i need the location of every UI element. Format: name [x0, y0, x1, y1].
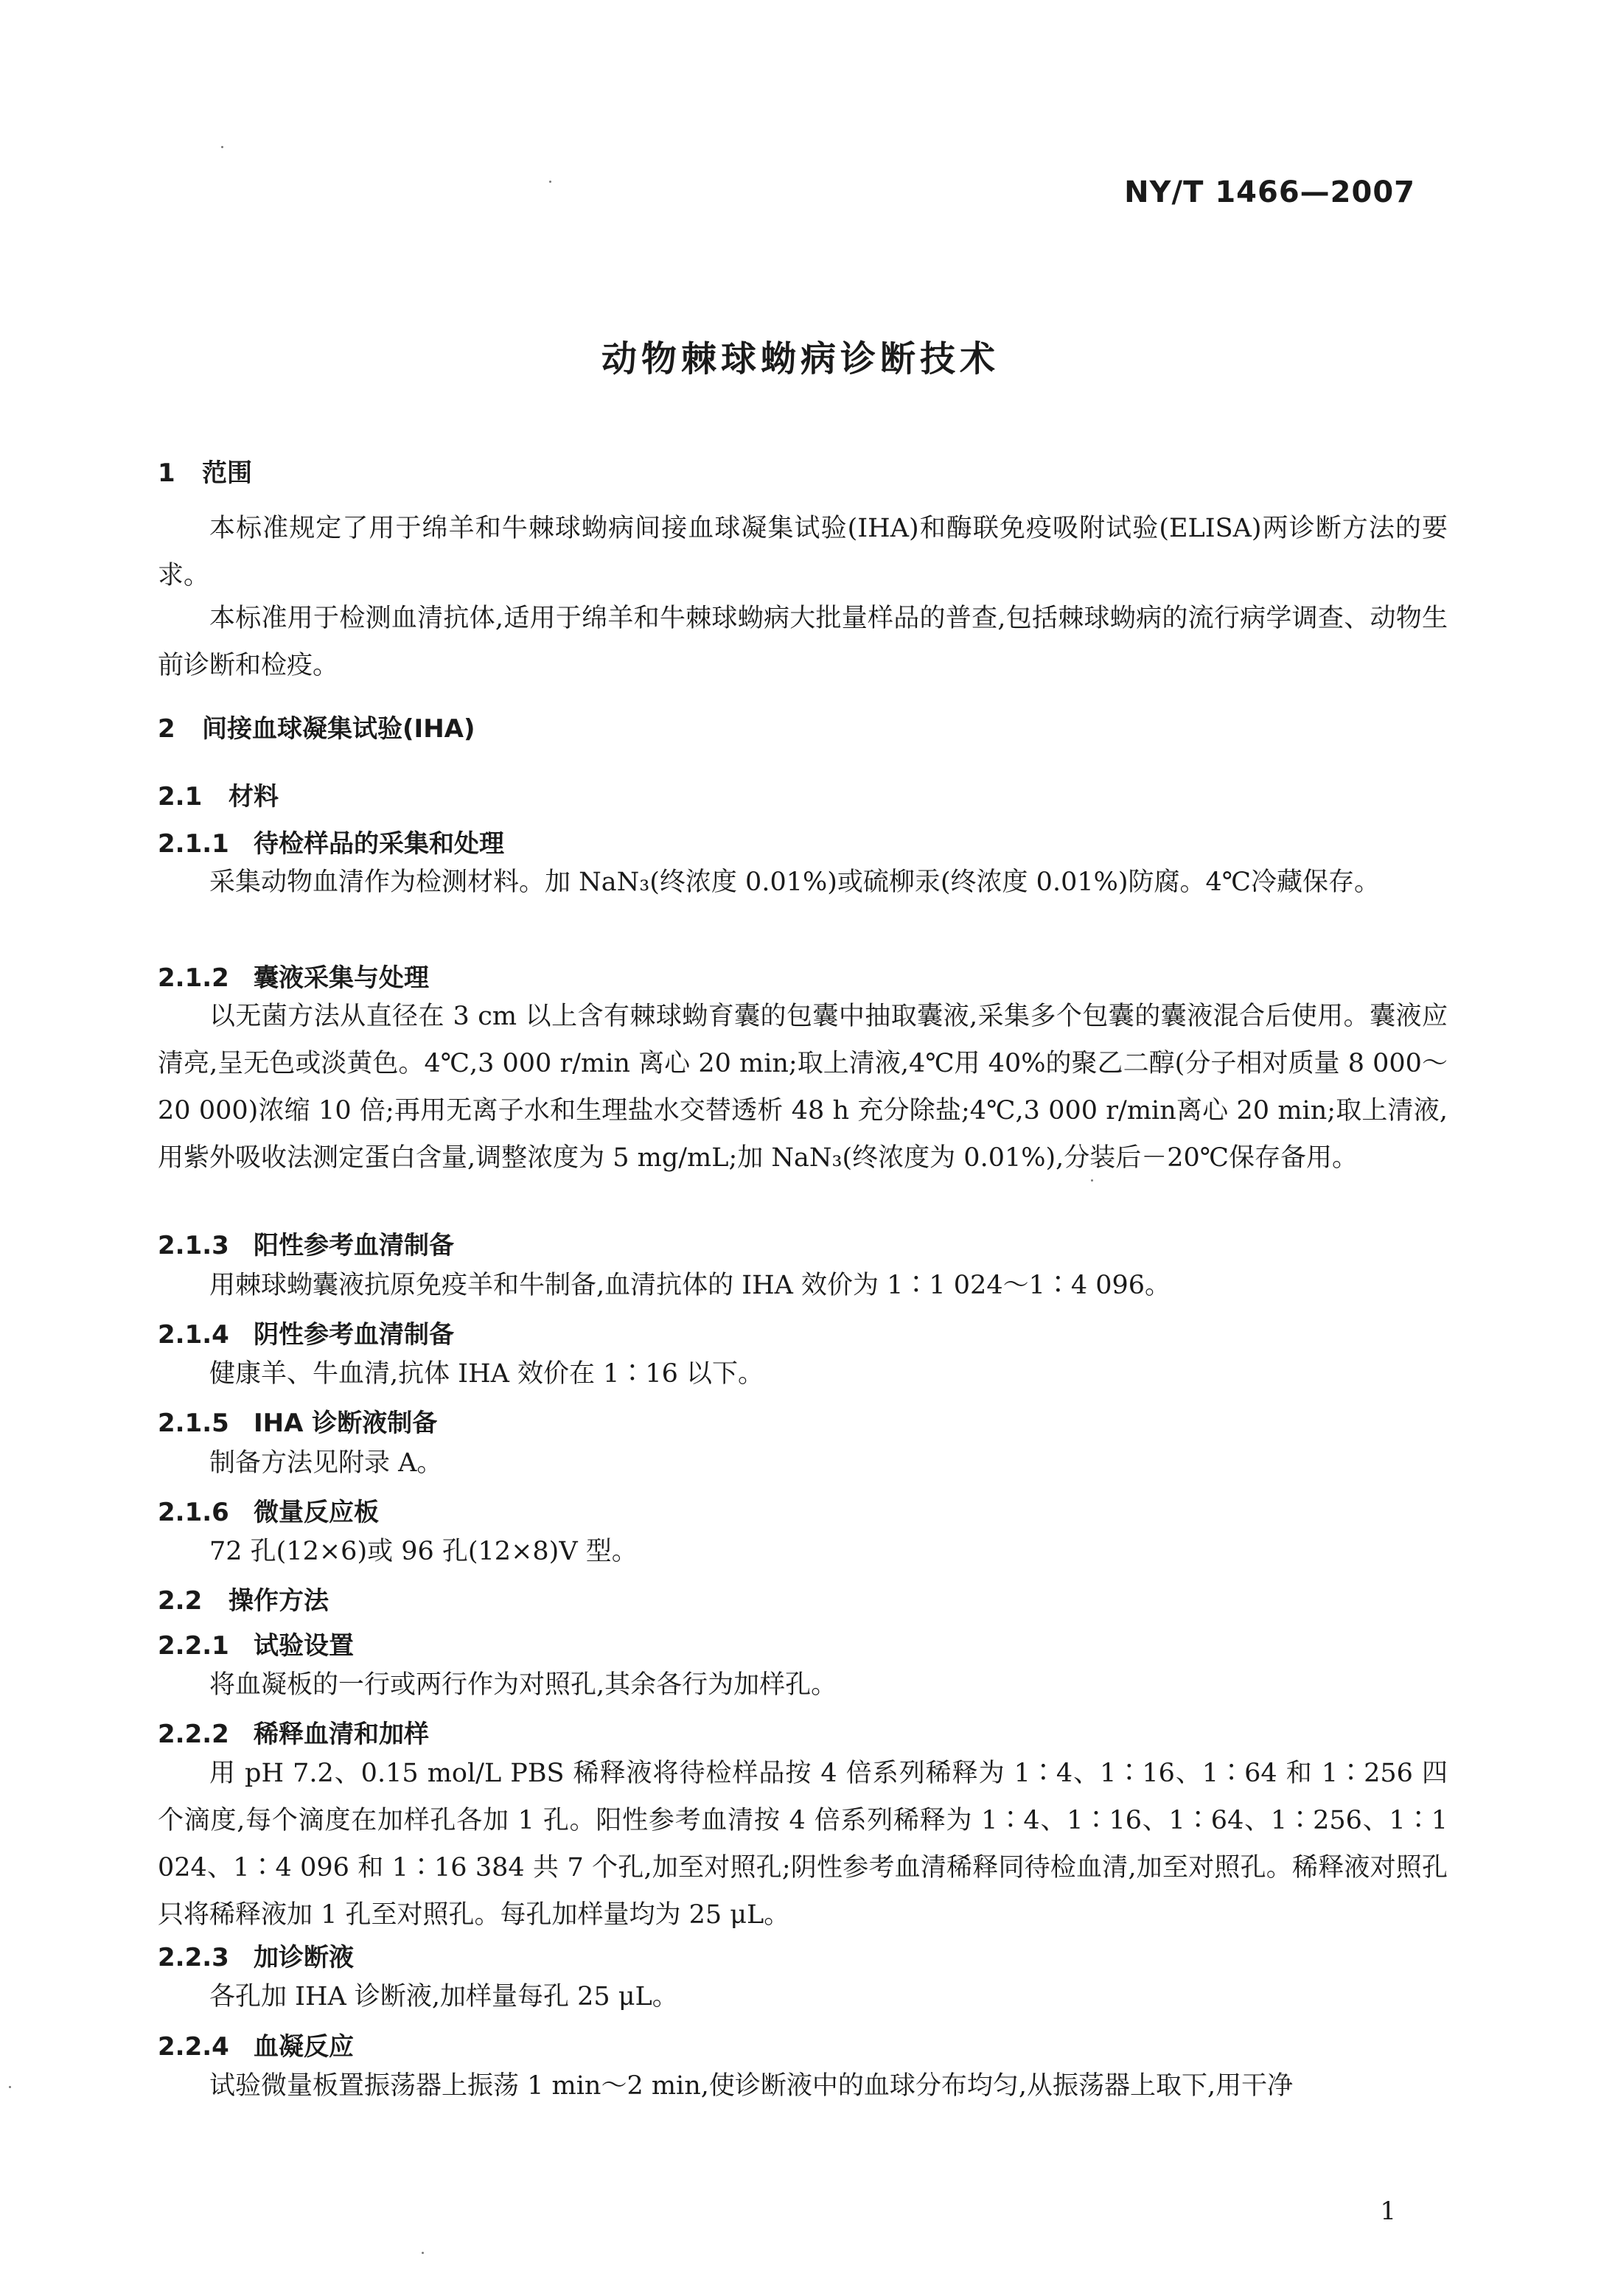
section-number: 2.1.3 — [158, 1231, 229, 1260]
paragraph: 以无菌方法从直径在 3 cm 以上含有棘球蚴育囊的包囊中抽取囊液,采集多个包囊的囊液混合后使用。囊液应清亮,呈无色或淡黄色。4℃,3 000 r/min 离心 20 min;取上清液,4℃用 40%的聚乙二醇(分子相对质量 8 000～20 000)浓缩 10 倍;再用无离子水和生理盐水交替透析 48 h 充分除盐;4℃,3 000 r/min离心 20 min;取上清液,用紫外吸收法测定蛋白含量,调整浓度为 5 mg/mL;加 NaN₃(终浓度为 0.01%),分装后－20℃保存备用。 — [158, 1002, 1448, 1173]
section-number: 2.1.5 — [158, 1409, 229, 1438]
section-number: 2.1.1 — [158, 829, 229, 859]
section-title: 待检样品的采集和处理 — [254, 829, 504, 859]
section-title: 材料 — [229, 782, 279, 812]
section-title: 加诊断液 — [254, 1943, 354, 1972]
paragraph: 健康羊、牛血清,抗体 IHA 效价在 1∶16 以下。 — [209, 1359, 764, 1389]
page-number: 1 — [1380, 2196, 1396, 2226]
section-2-2-1-heading — [158, 1625, 354, 1661]
section-2-1-5-heading — [158, 1403, 437, 1439]
section-title: 稀释血清和加样 — [254, 1720, 429, 1749]
section-2-1-6-heading — [158, 1492, 379, 1528]
section-title: 血凝反应 — [254, 2032, 354, 2062]
scan-speck — [9, 2086, 11, 2088]
section-number: 2.2.4 — [158, 2032, 229, 2062]
paragraph: 本标准用于检测血清抗体,适用于绵羊和牛棘球蚴病大批量样品的普查,包括棘球蚴病的流行病学调查、动物生前诊断和检疫。 — [158, 604, 1448, 680]
scan-speck — [549, 181, 551, 183]
section-number: 1 — [158, 458, 175, 488]
section-2-heading — [158, 708, 475, 744]
section-title: 间接血球凝集试验(IHA) — [202, 714, 475, 744]
paragraph: 用棘球蚴囊液抗原免疫羊和牛制备,血清抗体的 IHA 效价为 1∶1 024～1∶4 096。 — [209, 1271, 1171, 1300]
paragraph: 本标准规定了用于绵羊和牛棘球蚴病间接血球凝集试验(IHA)和酶联免疫吸附试验(ELISA)两诊断方法的要求。 — [158, 514, 1448, 590]
section-title: 阳性参考血清制备 — [254, 1231, 454, 1260]
paragraph: 用 pH 7.2、0.15 mol/L PBS 稀释液将待检样品按 4 倍系列稀释为 1∶4、1∶16、1∶64 和 1∶256 四个滴度,每个滴度在加样孔各加 1 孔。阳性参考血清按 4 倍系列稀释为 1∶4、1∶16、1∶64、1∶256、1∶1 024、1∶4 096 和 1∶16 384 共 7 个孔,加至对照孔;阴性参考血清稀释同待检血清,加至对照孔。稀释液对照孔只将稀释液加 1 孔至对照孔。每孔加样量均为 25 μL。 — [158, 1759, 1448, 1930]
paragraph: 制备方法见附录 A。 — [209, 1448, 443, 1478]
section-title: 微量反应板 — [254, 1498, 379, 1527]
section-number: 2.1.6 — [158, 1498, 229, 1527]
section-2-2-2-heading — [158, 1714, 429, 1750]
section-number: 2.2.2 — [158, 1720, 229, 1749]
section-title: IHA 诊断液制备 — [254, 1409, 438, 1438]
section-2-1-1-heading — [158, 823, 504, 859]
section-2-2-4-heading — [158, 2026, 354, 2062]
section-title: 范围 — [202, 458, 252, 488]
section-2-1-2-heading — [158, 957, 429, 994]
section-number: 2 — [158, 714, 175, 744]
section-title: 阴性参考血清制备 — [254, 1320, 454, 1350]
scan-speck — [1091, 1179, 1093, 1182]
section-number: 2.2.3 — [158, 1943, 229, 1972]
section-number: 2.1 — [158, 782, 203, 812]
section-number: 2.1.4 — [158, 1320, 229, 1350]
paragraph: 采集动物血清作为检测材料。加 NaN₃(终浓度 0.01%)或硫柳汞(终浓度 0.01%)防腐。4℃冷藏保存。 — [209, 868, 1380, 897]
section-2-2-3-heading — [158, 1937, 354, 1973]
section-number: 2.2.1 — [158, 1631, 229, 1661]
scan-speck — [221, 146, 223, 148]
section-number: 2.1.2 — [158, 963, 229, 993]
section-title: 操作方法 — [229, 1586, 329, 1616]
section-2-2-heading — [158, 1580, 329, 1616]
paragraph: 将血凝板的一行或两行作为对照孔,其余各行为加样孔。 — [209, 1670, 837, 1700]
section-2-1-heading — [158, 776, 279, 812]
standard-code: NY/T 1466—2007 — [1124, 175, 1415, 209]
scan-speck — [422, 2252, 424, 2254]
section-number: 2.2 — [158, 1586, 203, 1616]
paragraph: 试验微量板置振荡器上振荡 1 min～2 min,使诊断液中的血球分布均匀,从振荡器上取下,用干净 — [209, 2071, 1294, 2101]
section-2-1-4-heading — [158, 1314, 454, 1350]
section-title: 囊液采集与处理 — [254, 963, 429, 993]
paragraph: 72 孔(12×6)或 96 孔(12×8)V 型。 — [209, 1537, 638, 1566]
document-title: 动物棘球蚴病诊断技术 — [601, 338, 1000, 380]
section-title: 试验设置 — [254, 1631, 354, 1661]
paragraph: 各孔加 IHA 诊断液,加样量每孔 25 μL。 — [209, 1982, 678, 2011]
section-2-1-3-heading — [158, 1225, 454, 1261]
section-1-heading — [158, 453, 252, 489]
